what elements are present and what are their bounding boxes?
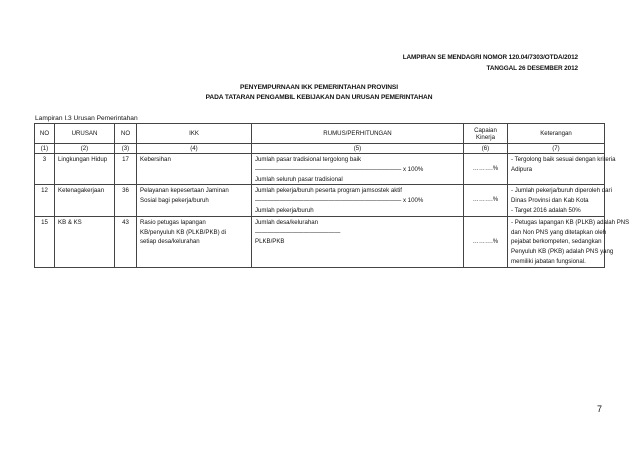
row-no-ikk: 43 [115, 216, 137, 267]
capaian-value: ……….% [472, 165, 499, 172]
row-urusan: Lingkungan Hidup [55, 154, 115, 185]
col-header-no: NO [35, 124, 55, 144]
col-number: (4) [137, 144, 252, 154]
keterangan-line: memiliki jabatan fungsional. [511, 257, 586, 265]
rumus-divider: ———————————————————————— x 100% [255, 197, 424, 205]
capaian-line-1: Capaian [474, 126, 497, 134]
keterangan-line: - Tergolong baik sesuai dengan kriteria [511, 156, 616, 163]
row-no: 3 [35, 154, 55, 185]
lampiran-label: Lampiran I.3 Urusan Pemerintahan [35, 115, 138, 122]
capaian-value: ……….% [472, 196, 499, 204]
ikk-line: KB/penyuluh KB (PLKB/PKB) di [140, 228, 227, 236]
col-number: (7) [508, 144, 605, 154]
keterangan-line: - Target 2016 adalah 50% [511, 206, 581, 214]
col-number: (2) [55, 144, 115, 154]
table-header-row [35, 124, 605, 144]
rumus-denominator: PLKB/PKB [255, 238, 285, 246]
ikk-line: Sosial bagi pekerja/buruh [140, 197, 209, 205]
row-rumus [252, 185, 464, 216]
row-rumus [252, 154, 464, 185]
row-urusan: KB & KS [55, 216, 115, 267]
ikk-line: Kebersihan [140, 156, 171, 163]
row-rumus [252, 216, 464, 267]
ikk-line: setiap desa/kelurahan [140, 238, 200, 246]
col-header-capaian [464, 124, 508, 144]
row-ikk [137, 216, 252, 267]
rumus-divider: —————————————— [255, 228, 341, 236]
row-no-ikk: 36 [115, 185, 137, 216]
keterangan-line: - Jumlah pekerja/buruh diperoleh dari [511, 187, 612, 195]
rumus-numerator: Jumlah desa/kelurahan [255, 218, 319, 226]
keterangan-line: dan Non PNS yang ditetapkan oleh [511, 228, 607, 236]
col-header-rumus: RUMUS/PERHITUNGAN [252, 124, 464, 144]
col-header-keterangan: Keterangan [508, 124, 605, 144]
keterangan-line: Penyuluh KB (PKB) adalah PNS yang [511, 248, 614, 256]
row-ikk [137, 154, 252, 185]
table-row [35, 185, 605, 216]
table-row [35, 154, 605, 185]
rumus-numerator: Jumlah pasar tradisional tergolong baik [255, 156, 362, 163]
col-header-urusan: URUSAN [55, 124, 115, 144]
row-urusan: Ketenagakerjaan [55, 185, 115, 216]
rumus-numerator: Jumlah pekerja/buruh peserta program jamsostek aktif [255, 187, 402, 195]
decree-date: TANGGAL 26 DESEMBER 2012 [486, 65, 578, 72]
row-ikk [137, 185, 252, 216]
row-no-ikk: 17 [115, 154, 137, 185]
col-number: (5) [252, 144, 464, 154]
table-row [35, 216, 605, 267]
row-capaian [464, 154, 508, 185]
row-capaian [464, 185, 508, 216]
column-number-row [35, 144, 605, 154]
ikk-table [34, 123, 630, 268]
capaian-line-2: Kinerja [476, 133, 495, 141]
decree-reference: LAMPIRAN SE MENDAGRI NOMOR 120.04/7303/OTDA/2012 [402, 54, 578, 61]
page-number: 7 [597, 404, 603, 414]
col-header-no-ikk: NO [115, 124, 137, 144]
document-title: PENYEMPURNAAN IKK PEMERINTAHAN PROVINSI [240, 84, 398, 91]
rumus-denominator: Jumlah seluruh pasar tradisional [255, 175, 343, 183]
row-no: 15 [35, 216, 55, 267]
row-keterangan [508, 216, 630, 267]
keterangan-line: Adipura [511, 165, 533, 173]
col-number: (1) [35, 144, 55, 154]
col-header-ikk: IKK [137, 124, 252, 144]
keterangan-line: Dinas Provinsi dan Kab Kota [511, 197, 589, 205]
ikk-line: Rasio petugas lapangan [140, 218, 206, 226]
document-subtitle: PADA TATARAN PENGAMBIL KEBIJAKAN DAN URUSAN PEMERINTAHAN [205, 94, 433, 101]
row-keterangan [508, 154, 616, 185]
row-capaian [464, 216, 508, 267]
col-number: (3) [115, 144, 137, 154]
rumus-denominator: Jumlah pekerja/buruh [255, 206, 314, 214]
rumus-divider: ———————————————————————— x 100% [255, 165, 424, 173]
capaian-value: ……….% [472, 237, 499, 245]
keterangan-line: pejabat berkompeten, sedangkan [511, 238, 602, 246]
col-number: (6) [464, 144, 508, 154]
keterangan-line: - Petugas lapangan KB (PLKB) adalah PNS [511, 218, 630, 226]
row-no: 12 [35, 185, 55, 216]
ikk-line: Pelayanan kepesertaan Jaminan [140, 187, 229, 195]
row-keterangan [508, 185, 612, 216]
